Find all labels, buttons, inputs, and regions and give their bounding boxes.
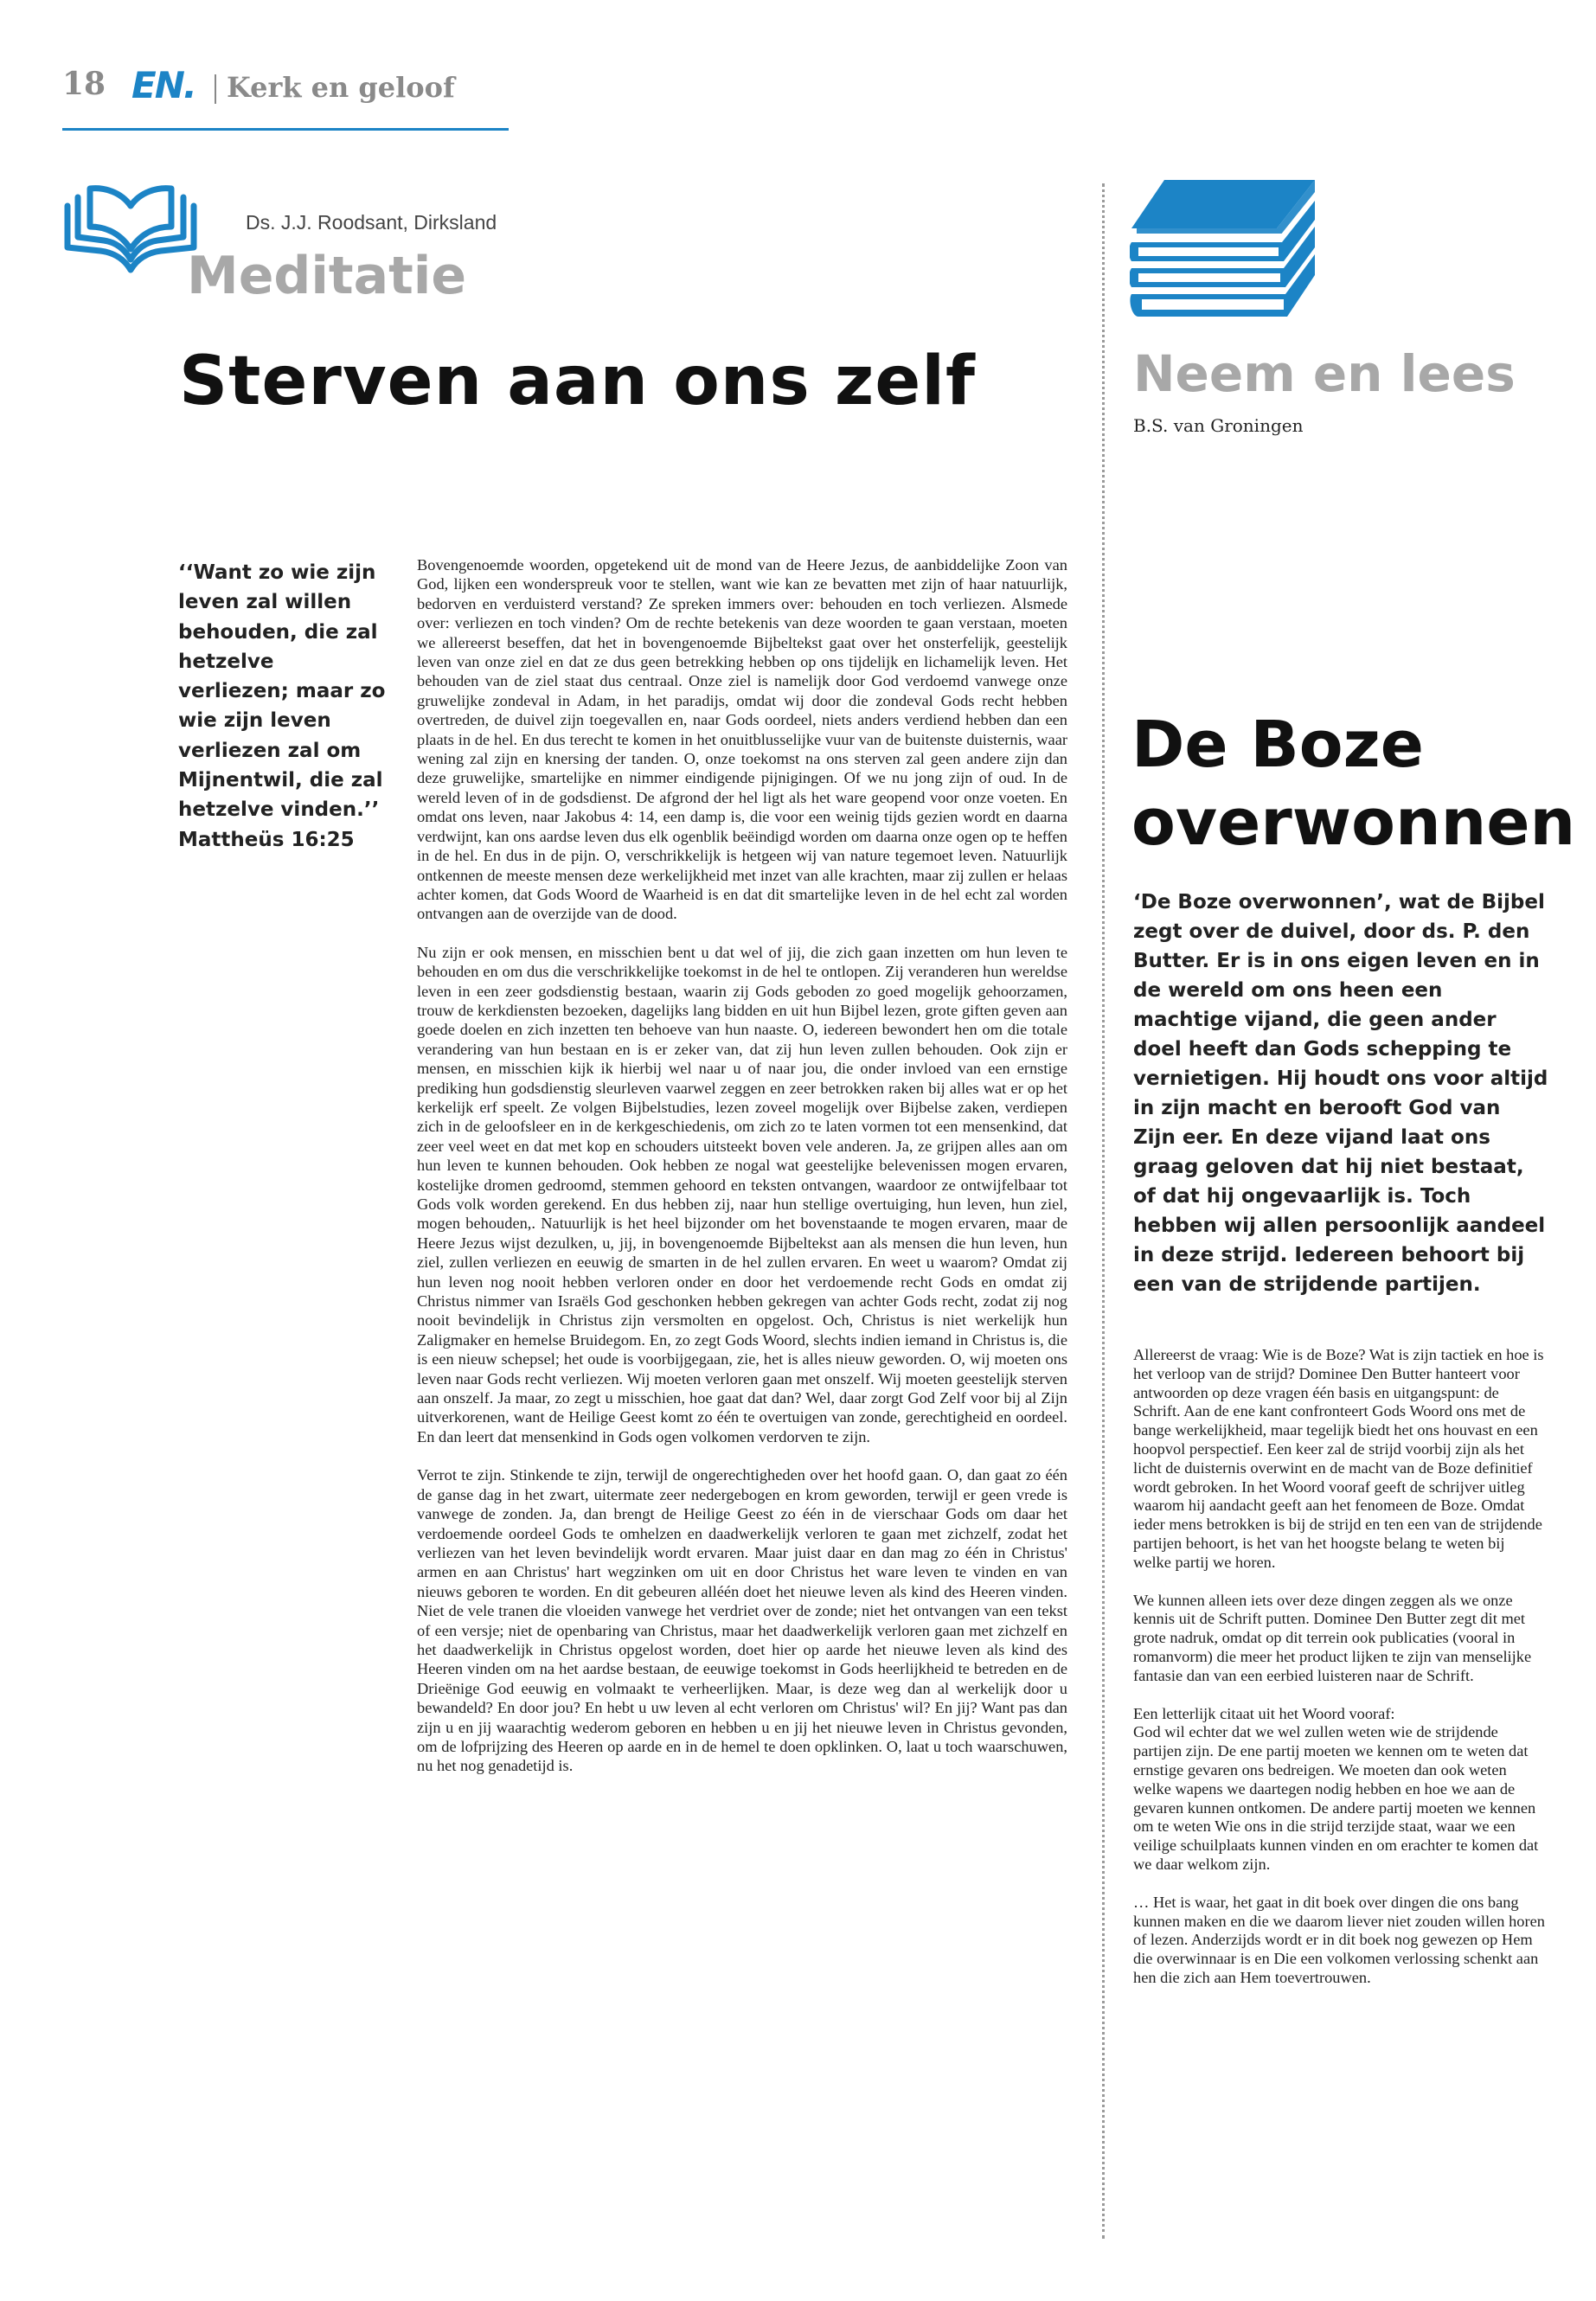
meditation-body — [417, 555, 1067, 1795]
pull-quote-text: ‘‘Want zo wie zijn leven zal willen behouden, die zal hetzelve verliezen; maar zo wie zijn leven verliezen zal om Mijnentwil, die zal hetzelve vinden.’’ — [178, 561, 386, 822]
book-review-title: De Boze overwonnen — [1131, 708, 1576, 860]
pull-quote-reference: Mattheüs 16:25 — [178, 828, 355, 851]
books-kicker: Neem en lees — [1133, 344, 1516, 403]
meditation-title: Sterven aan ons zelf — [179, 343, 976, 420]
header-rule — [62, 128, 509, 131]
body-paragraph: Bovengenoemde woorden, opgetekend uit de mond van de Heere Jezus, de aanbiddelijke Zoon van God, lijken een wonderspreuk voor te stellen, want wie kan ze bevatten met zijn of haar natuurlijk, bedorven en verduisterd verstand? Ze spreken immers over: behouden en toch verliezen. Alsmede over: verliezen en toch vinden? Om de rechte betekenis van deze woorden te gaan verstaan, moeten we allereerst beseffen, dat het in bovengenoemde Bijbeltekst gaat over het onsterfelijk, geestelijk leven van onze ziel en dat ze dus geen betrekking hebben op ons tijdelijk en lichamelijk leven. Het behouden van de ziel staat dus centraal. Onze ziel is namelijk door God verdoemd vanwege onze gruwelijke zondeval in Adam, in het paradijs, omdat wij door die zondeval Gods recht hebben overtreden, de duivel zijn toegevallen en, naar Gods oordeel, niets anders verdiend hebben dan een plaats in de hel. En dus terecht te komen in het onuitblusselijke vuur van de buitenste duisternis, waar wening zal zijn en knersing der tanden. O, onze toekomst na ons sterven zal geen andere zijn dan deze gruwelijke, smartelijke en nimmer eindigende pijnigingen. Of we nu jong zijn of oud. In de wereld leven of in de godsdienst. De afgrond der hel ligt als het ware geopend voor onze voeten. En omdat ons leven, naar Jakobus 4: 14, een damp is, die voor een weinig tijds gezien wordt en daarna verdwijnt, kan ons aardse leven dus elk ogenblik beëindigd worden om daarna onze ogen op te heffen in de hel. En dus in de pijn. O, verschrikkelijk is hetgeen wij van nature tegemoet leven. Natuurlijk ontkennen de meeste mensen deze werkelijkheid met inzet van alle krachten, maar zij zullen er helaas achter komen, dat Gods Woord de Waarheid is en dat dit smartelijke leven in de hel echt zal worden ontvangen aan de overzijde van de dood. — [417, 556, 1067, 923]
meditation-author: Ds. J.J. Roodsant, Dirksland — [246, 211, 497, 234]
body-paragraph: Nu zijn er ook mensen, en misschien bent u dat wel of jij, die zich gaan inzetten om hun leven te behouden en om dus die verschrikkelijke toekomst in de hel te ontlopen. Zij veranderen hun wereldse leven in een zeer godsdienstig bestaan, waarin zij Gods geboden zo goed mogelijk gehoorzamen, trouw de kerkdiensten bezoeken, dagelijks lang bidden en uit hun Bijbel lezen, grote giften geven aan goede doelen en zich inzetten ten behoeve van hun naaste. O, iedereen bewondert hen om die totale verandering van hun bestaan en is er zeker van, dat zij hun leven zullen behouden. Ook zijn er mensen, en misschien kijk ik hierbij wel naar u of naar jou, die onder invloed van een ernstige prediking hun godsdienstig sleurleven vaarwel zeggen en zeer betrokken raken bij alles wat er op het kerkelijk erf speelt. Ze volgen Bijbelstudies, lezen zoveel mogelijk over Bijbelse zaken, verdiepen zich in de geloofsleer en in de kerkgeschiedenis, om zich zo te laten vormen tot een mensenkind, dat zeer veel weet en dat met kop en schouders uitsteekt boven vele anderen. Ja, ze grijpen alles aan om hun leven te kunnen behouden. Ook hebben ze nogal wat geestelijke belevenissen mogen ervaren, kostelijke dromen gedroomd, stemmen gehoord en teksten ontvangen, waardoor ze ontwijfelbaar tot Gods volk worden gerekend. En dus hebben zij, naar hun stellige overtuiging, hun leven, hun ziel, mogen behouden,. Natuurlijk is het heel bijzonder om het bovenstaande te mogen ervaren, maar de Heere Jezus wijst dezulken, u, jij, in bovengenoemde Bijbeltekst aan als mensen die hun leven, hun ziel, zullen verliezen en eeuwig de smarten in de hel zullen ervaren. En weet u waarom? Omdat zij hun leven nog nooit hebben verloren onder en door het verdoemende recht Gods en omdat zij Christus nimmer van Israëls God geschonken hebben gekregen van achter Gods recht, zodat zij nog nooit bevindelijk in Christus zijn versmolten en opgelost. Och, Christus is niet werkelijk hun Zaligmaker en hemelse Bruidegom. En, zo zegt Gods Woord, slechts indien iemand in Christus is, die is een nieuw schepsel; het oude is voorbijgegaan, zie, het is alles nieuw geworden. O, wij moeten ons leven naar Gods recht verliezen. Wij moeten verloren gaan met onszelf. Wij moeten geestelijk sterven aan onszelf. Ja maar, zo zegt u misschien, hoe gaat dat dan? Wel, daar zorgt God Zelf voor bij al Zijn uitverkorenen, want de Heilige Geest komt zo één te overtuigen van zonde, gerechtigheid en oordeel. En dan leert dat mensenkind in Gods ogen volkomen verdorven te zijn. — [417, 943, 1067, 1445]
body-paragraph: God wil echter dat we wel zullen weten wie de strijdende partijen zijn. De ene partij moeten we kennen om te weten dat ernstige gevaren ons bedreigen. We moeten dan ook weten welke wapens we daartegen nodig hebben en hoe we aan de gevaren kunnen ontkomen. De andere partij moeten we kennen om te weten Wie ons in die strijd terzijde staat, waar we een veilige schuilplaats kunnen vinden en om erachter te komen dat we daar welkom zijn. — [1133, 1723, 1539, 1873]
body-paragraph: … Het is waar, het gaat in dit boek over dingen die ons bang kunnen maken en die we daarom liever niet zouden willen horen of lezen. Anderzijds wordt er in dit boek nog gewezen op Hem die overwinnaar is en Die een volkomen verlossing schenkt aan hen die zich aan Hem toevertrouwen. — [1133, 1893, 1545, 1986]
open-book-heart-icon — [61, 180, 201, 275]
stacked-books-icon — [1130, 178, 1317, 330]
column-divider — [1102, 183, 1105, 2239]
book-review-body — [1133, 1346, 1545, 2007]
meditation-kicker: Meditatie — [187, 246, 467, 306]
body-paragraph: Allereerst de vraag: Wie is de Boze? Wat is zijn tactiek en hoe is het verloop van de strijd? Dominee Den Butter hanteert voor antwoorden op deze vragen één basis en uitgangspunt: de Schrift. Aan de ene kant confronteert Gods Woord ons met de bange werkelijkheid, maar tegelijk biedt het ons houvast en een hoopvol perspectief. Een keer zal de strijd voorbij zijn als het licht de duisternis overwint en de macht van de Boze definitief wordt gebroken. In het Woord vooraf geeft de schrijver uitleg waarom hij aandacht geeft aan het fenomeen de Boze. Omdat ieder mens betrokken is bij de strijd en ten een van de strijdende partijen behoort, is het van het hoogste belang te weten bij welke partij we horen. — [1133, 1346, 1544, 1571]
header-separator — [215, 74, 216, 104]
books-author: B.S. van Groningen — [1133, 415, 1304, 436]
body-paragraph: Verrot te zijn. Stinkende te zijn, terwijl de ongerechtigheden over het hoofd gaan. O, dan gaat zo één de ganse dag in het zwart, uitermate zeer nedergebogen en krom geworden, terwijl er geen vrede is vanwege de zonden. Ja, dan brengt de Heilige Geest zo één in de vierschaar Gods om daar het verdoemende oordeel Gods te omhelzen en daadwerkelijk verloren te gaan met zichzelf, zodat het verliezen van het leven bevindelijk wordt ervaren. Maar juist daar en dan mag zo één in Christus' armen en aan Christus' hart wegzinken om uit en door Christus het ware leven te vinden en van nieuws geboren te worden. En dit gebeuren alléén doet het nieuwe leven als kind des Heeren vinden. Niet de vele tranen die vloeiden vanwege het verdriet over de zonde; niet het ontvangen van een tekst of een versje; niet de openbaring van Christus, maar het daadwerkelijk verloren gaan met zichzelf en het daadwerkelijk in Christus opgelost worden, doet hier op aarde het nieuwe leven als kind des Heeren vinden om na het aardse bestaan, de eeuwige toekomst in Gods heerlijkheid te betreden en de Drieënige God eeuwig en volmaakt te verheerlijken. Maar, is deze weg dan al werkelijk door u bewandeld? En door jou? En hebt u uw leven al echt verloren om Christus' wil? En jij? Want pas dan zijn u en jij waarachtig wederom geboren en hebben u en jij het nieuwe leven in Christus gevonden, om de lofprijzing des Heeren op aarde en in de hemel te doen opklinken. O, laat u toch waarschuwen, nu het nog genadetijd is. — [417, 1466, 1067, 1775]
body-paragraph: We kunnen alleen iets over deze dingen zeggen als we onze kennis uit de Schrift putten. Dominee Den Butter zegt dit met grote nadruk, omdat op dit terrein ook publicaties (vooral in romanvorm) die meer het product lijken te zijn van menselijke fantasie dan van een eerbied luisteren naar de Schrift. — [1133, 1591, 1532, 1684]
pull-quote — [178, 558, 386, 855]
body-paragraph: Een letterlijk citaat uit het Woord vooraf: — [1133, 1704, 1395, 1722]
publication-logo: EN. — [131, 64, 195, 106]
book-review-lead: ‘De Boze overwonnen’, wat de Bijbel zegt over de duivel, door ds. P. den Butter. Er is in ons eigen leven en in de wereld om ons heen een machtige vijand, die geen ander doel heeft dan Gods schepping te vernietigen. Hij houdt ons voor altijd in zijn macht en berooft God van Zijn eer. En deze vijand laat ons graag geloven dat hij niet bestaat, of dat hij ongevaarlijk is. Toch hebben wij allen persoonlijk aandeel in deze strijd. Iedereen behoort bij een van de strijdende partijen. — [1133, 891, 1548, 1296]
section-title: Kerk en geloof — [227, 71, 455, 104]
page-number: 18 — [62, 66, 106, 102]
